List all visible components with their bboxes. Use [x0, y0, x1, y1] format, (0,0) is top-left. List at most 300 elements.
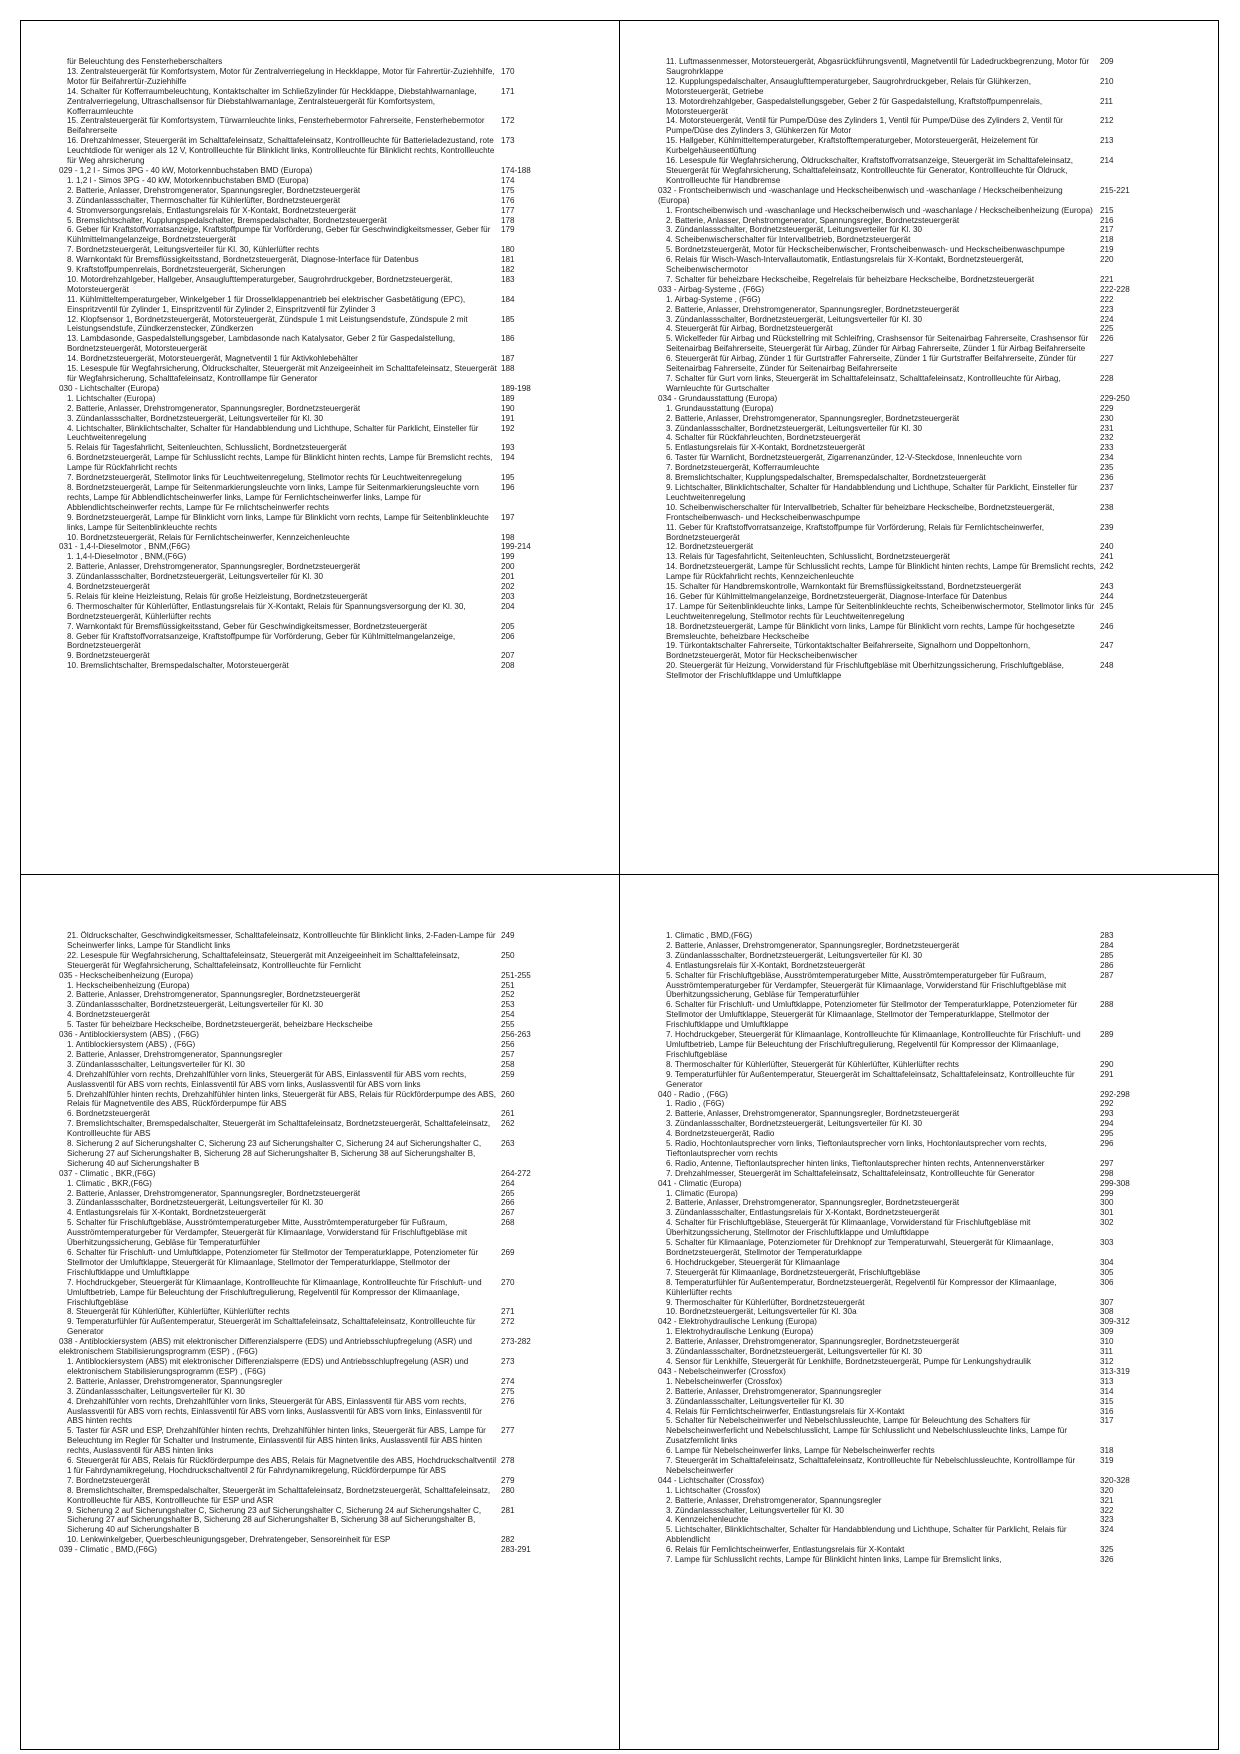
toc-item-entry: [59, 1139, 595, 1169]
toc-item-entry: [59, 414, 595, 424]
toc-entry-title: 9. Sicherung 2 auf Sicherungshalter C, Sicherung 23 auf Sicherungshalter C, Sicherung 24 auf Sicherungshalter C, Sicherung 27 auf Sicherungshalter B, Sicherung 28 auf Sicherungshalter B, Sicherung 38 auf Sicherungshalter B, Sicherung 40 auf Sicherungshalter B: [67, 1505, 482, 1535]
toc-entry-title: 2. Batterie, Anlasser, Drehstromgenerator, Spannungsregler: [666, 1495, 882, 1505]
toc-entry-title: 4. Scheibenwischerschalter für Intervallbetrieb, Bordnetzsteuergerät: [666, 235, 911, 245]
toc-item-entry: [658, 206, 1194, 216]
toc-entry-page-number: 178: [501, 215, 515, 225]
toc-entry-title: 3. Zündanlassschalter, Bordnetzsteuergerät, Leitungsverteiler für Kl. 30: [666, 1347, 923, 1357]
toc-item-entry: [658, 1377, 1194, 1387]
toc-entry-title: 4. Schalter für Rückfahrleuchten, Bordnetzsteuergerät: [666, 433, 861, 443]
toc-item-entry: [658, 443, 1194, 453]
toc-entry-title: 7. Steuergerät für Klimaanlage, Bordnetzsteuergerät, Frischluftgebläse: [666, 1267, 921, 1277]
toc-entry-page-number: 309: [1100, 1327, 1114, 1337]
toc-entry-page-number: 305: [1100, 1267, 1114, 1277]
toc-entry-page-number: 199-214: [501, 542, 531, 552]
toc-item-entry: [59, 1198, 595, 1208]
toc-item-entry: [658, 136, 1194, 156]
toc-item-entry: [658, 315, 1194, 325]
toc-item-entry: [59, 1218, 595, 1248]
toc-entry-page-number: 214: [1100, 156, 1114, 166]
toc-section-entry: [59, 384, 595, 394]
toc-item-entry: [658, 473, 1194, 483]
toc-entry-page-number: 300: [1100, 1198, 1114, 1208]
toc-item-entry: [59, 1208, 595, 1218]
toc-entry-title: 12. Bordnetzsteuergerät: [666, 542, 754, 552]
toc-item-entry: [59, 136, 595, 166]
toc-entry-title: 14. Schalter für Kofferraumbeleuchtung, Kontaktschalter im Schließzylinder für Heckklappe, Diebstahlwarnanlage, Zentralverriegelung, Ultraschallsensor für Diebstahlwarnanlage, Zentralsteuergerät für Komfortsystem, Kofferraumleuchte: [67, 86, 477, 116]
toc-item-entry: [59, 354, 595, 364]
toc-entry-title: 7. Hochdruckgeber, Steuergerät für Klimaanlage, Kontrollleuchte für Klimaanlage, Kontrollleuchte für Frischluft- und Umluftbetrieb, Lampe für Beleuchtung der Frischluftregulierung, Regelventil für Kompressor der Klimaanlage, Frischluftgebläse: [666, 1030, 1081, 1059]
toc-entry-page-number: 290: [1100, 1059, 1114, 1069]
toc-entry-title: 3. Zündanlassschalter, Bordnetzsteuergerät, Leitungsverteiler für Kl. 30: [67, 1000, 324, 1010]
toc-item-entry: [658, 116, 1194, 136]
toc-page-4: [619, 874, 1219, 1750]
toc-entry-page-number: 210: [1100, 76, 1114, 86]
toc-entry-page-number: 233: [1100, 443, 1114, 453]
toc-item-entry: [658, 1456, 1194, 1476]
toc-item-entry: [658, 77, 1194, 97]
toc-entry-title: 6. Radio, Antenne, Tieftonlautsprecher hinten links, Tieftonlautsprecher hinten rechts, Antennenverstärker: [666, 1158, 1045, 1168]
toc-item-entry: [658, 1416, 1194, 1446]
toc-entry-title: 13. Relais für Tagesfahrlicht, Seitenleuchten, Schlusslicht, Bordnetzsteuergerät: [666, 552, 950, 562]
toc-item-entry: [59, 1189, 595, 1199]
toc-entry-title: 5. Bremslichtschalter, Kupplungspedalschalter, Bremspedalschalter, Bordnetzsteuergerät: [67, 215, 387, 225]
toc-item-entry: [59, 661, 595, 671]
toc-item-entry: [59, 364, 595, 384]
toc-entry-title: 2. Batterie, Anlasser, Drehstromgenerator, Spannungsregler, Bordnetzsteuergerät: [67, 562, 361, 572]
toc-item-entry: [658, 324, 1194, 334]
toc-entry-page-number: 184: [501, 294, 515, 304]
toc-item-entry: [658, 1208, 1194, 1218]
toc-entry-page-number: 183: [501, 274, 515, 284]
toc-entry-title: 4. Bordnetzsteuergerät: [67, 582, 150, 592]
toc-entry-page-number: 216: [1100, 215, 1114, 225]
toc-item-entry: [658, 503, 1194, 523]
document-sheet: [20, 20, 1236, 1750]
toc-entry-page-number: 278: [501, 1456, 515, 1466]
toc-entry-page-number: 217: [1100, 225, 1114, 235]
toc-item-entry: [658, 1198, 1194, 1208]
toc-entry-title: 033 - Airbag-Systeme , (F6G): [658, 284, 765, 294]
toc-entry-title: 6. Schalter für Frischluft- und Umluftklappe, Potenziometer für Stellmotor der Temperaturklappe, Potenziometer für Stellmotor der Umluftklappe, Steuergerät für Klimaanlage, Stellmotor der Temperaturklappe, Stellmotor der Frischluftklappe und Umluftklappe: [666, 1000, 1078, 1030]
toc-item-entry: [658, 1357, 1194, 1367]
toc-item-entry: [658, 641, 1194, 661]
toc-item-entry: [658, 602, 1194, 622]
toc-item-entry: [658, 354, 1194, 374]
toc-entry-title: 4. Stromversorgungsrelais, Entlastungsrelais für X-Kontakt, Bordnetzsteuergerät: [67, 205, 357, 215]
toc-entry-title: 10. Bordnetzsteuergerät, Relais für Fernlichtscheinwerfer, Kennzeichenleuchte: [67, 532, 350, 542]
toc-entry-page-number: 274: [501, 1376, 515, 1386]
toc-item-entry: [59, 57, 595, 67]
toc-entry-title: 1. Nebelscheinwerfer (Crossfox): [666, 1376, 783, 1386]
toc-entry-page-number: 224: [1100, 314, 1114, 324]
toc-item-entry: [658, 941, 1194, 951]
toc-entry-title: 4. Bordnetzsteuergerät, Radio: [666, 1129, 775, 1139]
toc-entry-title: 7. Bordnetzsteuergerät, Kofferraumleuchte: [666, 463, 820, 473]
toc-item-entry: [658, 1030, 1194, 1060]
toc-entry-page-number: 277: [501, 1426, 515, 1436]
toc-page-2: [619, 20, 1219, 875]
toc-item-entry: [59, 196, 595, 206]
toc-section-entry: [658, 1090, 1194, 1100]
toc-entry-page-number: 313-319: [1100, 1366, 1130, 1376]
toc-entry-page-number: 177: [501, 205, 515, 215]
toc-entry-title: 10. Scheibenwischerschalter für Intervallbetrieb, Schalter für beheizbare Heckscheibe, Bordnetzsteuergerät, Frontscheibenwasch- und Heckscheibenwaschpumpe: [666, 502, 1055, 522]
toc-entry-page-number: 173: [501, 136, 515, 146]
toc-item-entry: [59, 216, 595, 226]
toc-item-entry: [59, 552, 595, 562]
toc-entry-title: 038 - Antiblockiersystem (ABS) mit elektronischer Differenzialsperre (EDS) und Antriebsschlupfregelung (ASR) und elektronischem Stabilisierungsprogramm (ESP) , (F6G): [59, 1337, 473, 1357]
toc-entry-page-number: 174-188: [501, 165, 531, 175]
toc-entry-page-number: 283: [1100, 931, 1114, 940]
toc-entry-title: 039 - Climatic , BMD,(F6G): [59, 1545, 157, 1555]
toc-entry-page-number: 251-255: [501, 970, 531, 980]
toc-item-entry: [59, 981, 595, 991]
toc-entry-page-number: 280: [501, 1485, 515, 1495]
toc-item-entry: [59, 67, 595, 87]
toc-entry-title: 6. Relais für Wisch-Wasch-Intervallautomatik, Entlastungsrelais für X-Kontakt, Bordnetzsteuergerät, Scheibenwischermotor: [666, 255, 1024, 275]
toc-item-entry: [59, 453, 595, 473]
toc-section-entry: [59, 1545, 595, 1555]
toc-entry-title: 3. Zündanlassschalter, Entlastungsrelais für X-Kontakt, Bordnetzsteuergerät: [666, 1208, 940, 1218]
toc-entry-page-number: 171: [501, 86, 515, 96]
toc-entry-page-number: 186: [501, 334, 515, 344]
toc-entry-page-number: 324: [1100, 1525, 1114, 1535]
toc-entry-page-number: 311: [1100, 1347, 1113, 1357]
toc-item-entry: [59, 1456, 595, 1476]
toc-entry-title: 1. Grundausstattung (Europa): [666, 403, 774, 413]
toc-entry-page-number: 318: [1100, 1446, 1114, 1456]
toc-entry-title: 2. Batterie, Anlasser, Drehstromgenerator, Spannungsregler, Bordnetzsteuergerät: [67, 990, 361, 1000]
toc-entry-page-number: 289: [1100, 1030, 1114, 1040]
toc-section-entry: [59, 1030, 595, 1040]
toc-entry-title: 5. Radio, Hochtonlautsprecher vorn links, Tieftonlautsprecher vorn links, Hochtonlautsprecher vorn rechts, Tieftonlautsprecher vorn rechts: [666, 1139, 1047, 1158]
toc-item-entry: [658, 1496, 1194, 1506]
toc-entry-page-number: 310: [1100, 1337, 1114, 1347]
toc-entry-title: 6. Bordnetzsteuergerät: [67, 1109, 150, 1119]
toc-item-entry: [59, 632, 595, 652]
toc-entry-title: 029 - 1,2 l - Simos 3PG - 40 kW, Motorkennbuchstaben BMD (Europa): [59, 165, 313, 175]
toc-entry-title: 7. Schalter für Gurt vorn links, Steuergerät im Schalttafeleinsatz, Schalttafeleinsatz, Kontrollleuchte für Airbag, Warnleuchte für Gurtschalter: [666, 374, 1061, 393]
toc-entry-page-number: 272: [501, 1317, 515, 1327]
toc-entry-page-number: 320: [1100, 1485, 1114, 1495]
toc-entry-page-number: 288: [1100, 1000, 1114, 1010]
toc-item-entry: [59, 592, 595, 602]
toc-entry-page-number: 228: [1100, 374, 1114, 383]
toc-entry-page-number: 207: [501, 651, 515, 661]
toc-entry-title: 5. Entlastungsrelais für X-Kontakt, Bordnetzsteuergerät: [666, 443, 865, 453]
toc-entry-page-number: 256-263: [501, 1030, 531, 1040]
toc-entry-title: 14. Bordnetzsteuergerät, Motorsteuergerät, Magnetventil 1 für Aktivkohlebehälter: [67, 354, 358, 364]
toc-item-entry: [658, 1060, 1194, 1070]
toc-entry-page-number: 307: [1100, 1297, 1114, 1307]
toc-entry-page-number: 196: [501, 482, 515, 492]
toc-item-entry: [59, 1307, 595, 1317]
toc-entry-page-number: 303: [1100, 1238, 1114, 1248]
toc-item-entry: [59, 443, 595, 453]
toc-entry-page-number: 281: [501, 1505, 515, 1515]
toc-entry-page-number: 299: [1100, 1188, 1114, 1198]
toc-entry-page-number: 301: [1100, 1208, 1114, 1218]
toc-entry-title: 9. Kraftstoffpumpenrelais, Bordnetzsteuergerät, Sicherungen: [67, 265, 286, 275]
toc-entry-page-number: 260: [501, 1089, 515, 1099]
toc-item-entry: [658, 1446, 1194, 1456]
toc-entry-title: 2. Batterie, Anlasser, Drehstromgenerator, Spannungsregler, Bordnetzsteuergerät: [666, 215, 960, 225]
toc-item-entry: [658, 1555, 1194, 1565]
toc-item-entry: [59, 931, 595, 951]
toc-entry-title: 13. Motordrehzahlgeber, Gaspedalstellungsgeber, Geber 2 für Gaspedalstellung, Kraftstoffpumpenrelais, Motorsteuergerät: [666, 96, 1043, 116]
toc-entry-title: 17. Lampe für Seitenblinkleuchte links, Lampe für Seitenblinkleuchte rechts, Scheibenwischermotor, Stellmotor links für Leuchtweitenregelung, Stellmotor rechts für Leuchtweitenregelung: [666, 601, 1095, 621]
toc-item-entry: [658, 404, 1194, 414]
toc-entry-title: 8. Thermoschalter für Kühlerlüfter, Steuergerät für Kühlerlüfter, Kühlerlüfter rechts: [666, 1059, 959, 1069]
toc-entry-page-number: 222-228: [1100, 284, 1130, 294]
toc-entry-title: 22. Lesespule für Wegfahrsicherung, Schalttafeleinsatz, Steuergerät mit Anzeigeeinheit im Schalttafeleinsatz, Steuergerät für Wegfahrsicherung, Schalttafeleinsatz, Kontrollleuchte für Fernlicht: [67, 950, 460, 970]
toc-entry-title: 5. Relais für Tagesfahrlicht, Seitenleuchten, Schlusslicht, Bordnetzsteuergerät: [67, 443, 347, 453]
toc-entry-page-number: 174: [501, 175, 515, 185]
toc-entry-page-number: 194: [501, 453, 515, 463]
toc-section-entry: [658, 186, 1194, 206]
toc-entry-title: 032 - Frontscheibenwisch und -waschanlage und Heckscheibenwisch und -waschanlage / Heckscheibenheizung (Europa): [658, 185, 1063, 205]
toc-entry-page-number: 185: [501, 314, 515, 324]
toc-entry-title: 030 - Lichtschalter (Europa): [59, 383, 160, 393]
toc-item-entry: [59, 1060, 595, 1070]
toc-item-entry: [658, 275, 1194, 285]
toc-entry-page-number: 266: [501, 1198, 515, 1208]
toc-entry-title: 15. Schalter für Handbremskontrolle, Warnkontakt für Bremsflüssigkeitsstand, Bordnetzsteuergerät: [666, 582, 1022, 592]
toc-entry-page-number: 213: [1100, 136, 1114, 146]
toc-entry-page-number: 188: [501, 364, 515, 374]
toc-entry-page-number: 238: [1100, 502, 1114, 512]
toc-entry-page-number: 226: [1100, 334, 1114, 344]
toc-entry-page-number: 298: [1100, 1168, 1114, 1178]
toc-item-entry: [658, 1218, 1194, 1238]
toc-entry-page-number: 287: [1100, 970, 1114, 980]
toc-item-entry: [59, 1397, 595, 1427]
toc-entry-title: 3. Zündanlassschalter, Bordnetzsteuergerät, Leitungsverteiler für Kl. 30: [666, 1119, 923, 1129]
toc-item-entry: [658, 334, 1194, 354]
toc-entry-title: 8. Bremslichtschalter, Bremspedalschalter, Steuergerät im Schalttafeleinsatz, Bordnetzsteuergerät, Schalttafeleinsatz, Kontrollleuchte für ABS, Kontrollleuchte für ESP und ASR: [67, 1485, 491, 1505]
toc-entry-title: 031 - 1,4-l-Dieselmotor , BNM,(F6G): [59, 542, 190, 552]
toc-entry-title: 042 - Elektrohydraulische Lenkung (Europa): [658, 1317, 817, 1327]
toc-entry-title: 6. Hochdruckgeber, Steuergerät für Klimaanlage: [666, 1257, 840, 1267]
toc-entry-title: 1. Radio , (F6G): [666, 1099, 725, 1109]
toc-entry-title: 10. Bordnetzsteuergerät, Leitungsverteiler für Kl. 30a: [666, 1307, 857, 1317]
toc-entry-page-number: 229: [1100, 403, 1114, 413]
toc-item-entry: [658, 295, 1194, 305]
toc-entry-title: 037 - Climatic , BKR,(F6G): [59, 1168, 156, 1178]
toc-item-entry: [658, 1506, 1194, 1516]
toc-entry-page-number: 321: [1100, 1495, 1114, 1505]
toc-entry-title: 6. Geber für Kraftstoffvorratsanzeige, Kraftstoffpumpe für Vorförderung, Geber für Geschwindigkeitsmesser, Geber für Kühlmittelmangelanzeige, Bordnetzsteuergerät: [67, 225, 491, 245]
toc-entry-page-number: 245: [1100, 601, 1114, 611]
toc-page-3: [20, 874, 620, 1750]
toc-entry-page-number: 195: [501, 473, 515, 483]
toc-item-entry: [59, 1476, 595, 1486]
toc-entry-title: 2. Batterie, Anlasser, Drehstromgenerator, Spannungsregler, Bordnetzsteuergerät: [666, 1337, 960, 1347]
toc-entry-title: 041 - Climatic (Europa): [658, 1178, 742, 1188]
toc-item-entry: [59, 255, 595, 265]
toc-entry-title: 2. Batterie, Anlasser, Drehstromgenerator, Spannungsregler: [67, 1049, 283, 1059]
toc-entry-page-number: 323: [1100, 1515, 1114, 1525]
toc-section-entry: [658, 1367, 1194, 1377]
toc-entry-page-number: 239: [1100, 522, 1114, 532]
toc-entry-title: 6. Thermoschalter für Kühlerlüfter, Entlastungsrelais für X-Kontakt, Relais für Spannungsversorgung der Kl. 30, Bordnetzsteuergerät, Kühlerlüfter rechts: [67, 601, 466, 621]
toc-entry-page-number: 241: [1100, 552, 1114, 562]
toc-entry-page-number: 189-198: [501, 383, 531, 393]
toc-entry-page-number: 267: [501, 1208, 515, 1218]
toc-item-entry: [658, 483, 1194, 503]
toc-entry-title: 13. Zentralsteuergerät für Komfortsystem, Motor für Zentralverriegelung in Heckklappe, Motor für Fahrertür-Zuziehhilfe, Motor für Beifahrertür-Zuziehhilfe: [67, 66, 495, 86]
toc-entry-title: 5. Wickelfeder für Airbag und Rückstellring mit Schleifring, Crashsensor für Seitenairbag Fahrerseite, Crashsensor für Seitenairbag Beifahrerseite, Steuergerät für Airbag, Zünder für Airbag Fahrerseite, Zünder 1 für Airbag Beifahrerseite: [666, 334, 1089, 354]
toc-entry-title: 044 - Lichtschalter (Crossfox): [658, 1475, 765, 1485]
toc-item-entry: [59, 1387, 595, 1397]
toc-item-entry: [59, 1010, 595, 1020]
toc-item-entry: [658, 1337, 1194, 1347]
toc-entry-page-number: 247: [1100, 641, 1114, 651]
toc-entry-page-number: 284: [1100, 940, 1114, 950]
toc-entry-page-number: 203: [501, 591, 515, 601]
toc-entry-title: 9. Lichtschalter, Blinklichtschalter, Schalter für Handabblendung und Lichthupe, Schalter für Parklicht, Einsteller für Leuchtweitenregelung: [666, 482, 1078, 502]
toc-item-entry: [59, 562, 595, 572]
toc-entry-title: 4. Drehzahlfühler vorn rechts, Drehzahlfühler vorn links, Steuergerät für ABS, Einlassventil für ABS vorn rechts, Auslassventil für ABS vorn rechts, Einlassventil für ABS vorn links, Auslassventil für ABS vorn links: [67, 1069, 467, 1089]
toc-item-entry: [59, 87, 595, 117]
toc-entry-page-number: 258: [501, 1059, 515, 1069]
toc-entry-page-number: 232: [1100, 433, 1114, 443]
toc-entry-title: 6. Steuergerät für Airbag, Zünder 1 für Gurtstraffer Fahrerseite, Zünder 1 für Gurtstraffer Beifahrerseite, Zünder für Seitenairbag Fahrerseite, Zünder für Seitenairbag Beifahrerseite: [666, 354, 1077, 374]
toc-item-entry: [59, 315, 595, 335]
toc-entry-page-number: 202: [501, 582, 515, 592]
toc-entry-page-number: 262: [501, 1119, 515, 1129]
toc-item-entry: [658, 562, 1194, 582]
toc-entry-title: 1. Heckscheibenheizung (Europa): [67, 980, 190, 990]
toc-entry-title: 1. Elektrohydraulische Lenkung (Europa): [666, 1327, 814, 1337]
toc-entry-page-number: 221: [1100, 274, 1114, 284]
toc-entry-title: 043 - Nebelscheinwerfer (Crossfox): [658, 1366, 786, 1376]
toc-item-entry: [658, 1159, 1194, 1169]
toc-entry-page-number: 294: [1100, 1119, 1114, 1129]
toc-entry-title: 14. Bordnetzsteuergerät, Lampe für Schlusslicht rechts, Lampe für Blinklicht hinten rechts, Lampe für Bremslicht rechts, Lampe für Rückfahrlicht rechts, Kennzeichenleuchte: [666, 562, 1096, 582]
toc-entry-page-number: 316: [1100, 1406, 1114, 1416]
toc-item-entry: [658, 1000, 1194, 1030]
toc-entry-title: 5. Bordnetzsteuergerät, Motor für Heckscheibenwischer, Frontscheibenwasch- und Heckscheibenwaschpumpe: [666, 245, 1065, 255]
toc-entry-title: 1. Climatic (Europa): [666, 1188, 738, 1198]
toc-entry-page-number: 317: [1100, 1416, 1114, 1426]
toc-entry-title: 7. Bordnetzsteuergerät, Leitungsverteiler für Kl. 30, Kühlerlüfter rechts: [67, 245, 320, 255]
toc-entry-page-number: 193: [501, 443, 515, 453]
toc-entry-page-number: 191: [501, 413, 515, 423]
toc-entry-title: 2. Batterie, Anlasser, Drehstromgenerator, Spannungsregler, Bordnetzsteuergerät: [67, 1188, 361, 1198]
toc-item-entry: [658, 1327, 1194, 1337]
toc-section-entry: [658, 285, 1194, 295]
toc-entry-page-number: 249: [501, 931, 515, 940]
toc-entry-title: 2. Batterie, Anlasser, Drehstromgenerator, Spannungsregler, Bordnetzsteuergerät: [666, 1109, 960, 1119]
toc-entry-title: 10. Bremslichtschalter, Bremspedalschalter, Motorsteuergerät: [67, 661, 289, 671]
toc-entry-title: 21. Öldruckschalter, Geschwindigkeitsmesser, Schalttafeleinsatz, Kontrollleuchte für Blinklicht links, 2-Faden-Lampe für Scheinwerfer links, Lampe für Standlicht links: [67, 931, 496, 950]
toc-item-entry: [658, 971, 1194, 1001]
toc-section-entry: [658, 1179, 1194, 1189]
toc-entry-title: 16. Geber für Kühlmittelmangelanzeige, Bordnetzsteuergerät, Diagnose-Interface für Datenbus: [666, 591, 1007, 601]
toc-entry-title: 7. Schalter für beheizbare Heckscheibe, Regelrelais für beheizbare Heckscheibe, Bordnetzsteuergerät: [666, 274, 1035, 284]
toc-item-entry: [658, 1238, 1194, 1258]
toc-item-entry: [59, 265, 595, 275]
toc-entry-title: 4. Entlastungsrelais für X-Kontakt, Bordnetzsteuergerät: [666, 960, 865, 970]
toc-entry-title: 8. Bordnetzsteuergerät, Lampe für Seitenmarkierungsleuchte vorn links, Lampe für Seitenmarkierungsleuchte vorn rechts, Lampe für Abblendlichtscheinwerfer links, Lampe für Fernlichtscheinwerfer links, Lampe für Abblendlichtscheinwerfer rechts, Lampe für Fe rnlichtscheinwerfer rechts: [67, 482, 479, 512]
toc-entry-title: 3. Zündanlassschalter, Bordnetzsteuergerät, Leitungsverteiler für Kl. 30: [67, 413, 324, 423]
toc-item-entry: [59, 582, 595, 592]
toc-entry-page-number: 227: [1100, 354, 1114, 364]
toc-entry-title: 1. Antiblockiersystem (ABS) mit elektronischer Differenzialsperre (EDS) und Antriebsschlupfregelung (ASR) und elektronischem Stabilisierungsprogramm (ESP) , (F6G): [67, 1356, 469, 1376]
toc-item-entry: [658, 225, 1194, 235]
toc-entry-page-number: 200: [501, 562, 515, 572]
toc-section-entry: [59, 166, 595, 176]
toc-item-entry: [658, 1486, 1194, 1496]
toc-item-entry: [59, 1506, 595, 1536]
toc-entry-title: 5. Schalter für Frischluftgebläse, Ausströmtemperaturgeber Mitte, Ausströmtemperaturgeber für Fußraum, Ausströmtemperaturgeber für Verdampfer, Steuergerät für Klimaanlage, Vorwiderstand für Frischluftgebläse mit Überhitzungssicherung, Gebläse für Temperaturfühler: [666, 970, 1067, 1000]
toc-entry-page-number: 269: [501, 1248, 515, 1257]
toc-entry-title: 5. Schalter für Nebelscheinwerfer und Nebelschlussleuchte, Lampe für Beleuchtung des Schalters für Nebelscheinwerferlicht und Nebelschlusslicht, Lampe für Schlusslicht und Nebelschlussleuchte links, Lampe für Zusatzfernlicht links: [666, 1416, 1068, 1446]
toc-entry-title: 1. Lichtschalter (Crossfox): [666, 1485, 761, 1495]
toc-entry-page-number: 201: [501, 572, 515, 582]
toc-entry-title: 3. Zündanlassschalter, Thermoschalter für Kühlerlüfter, Bordnetzsteuergerät: [67, 195, 341, 205]
toc-item-entry: [59, 622, 595, 632]
toc-item-entry: [59, 483, 595, 513]
toc-entry-page-number: 180: [501, 245, 515, 255]
toc-item-entry: [59, 572, 595, 582]
toc-item-entry: [658, 1397, 1194, 1407]
toc-entry-title: 5. Drehzahlfühler hinten rechts, Drehzahlfühler hinten links, Steuergerät für ABS, Relais für Rückförderpumpe des ABS, Relais für Magnetventile des ABS, Rückförderpumpe für ABS: [67, 1089, 497, 1109]
toc-page-1: [20, 20, 620, 875]
toc-entry-page-number: 208: [501, 661, 515, 671]
toc-entry-page-number: 192: [501, 423, 515, 433]
toc-item-entry: [658, 552, 1194, 562]
toc-entry-page-number: 170: [501, 66, 515, 76]
toc-item-entry: [59, 513, 595, 533]
toc-item-entry: [658, 582, 1194, 592]
toc-entry-title: 7. Drehzahlmesser, Steuergerät im Schalttafeleinsatz, Schalttafeleinsatz, Kontrollleuchte für Generator: [666, 1168, 1035, 1178]
toc-entry-title: 2. Batterie, Anlasser, Drehstromgenerator, Spannungsregler: [67, 1376, 283, 1386]
toc-item-entry: [59, 1090, 595, 1110]
toc-entry-page-number: 222: [1100, 294, 1114, 304]
toc-entry-title: 9. Bordnetzsteuergerät: [67, 651, 150, 661]
toc-entry-page-number: 293: [1100, 1109, 1114, 1119]
toc-item-entry: [658, 97, 1194, 117]
toc-entry-page-number: 273: [501, 1356, 515, 1366]
toc-entry-page-number: 254: [501, 1010, 515, 1020]
toc-entry-page-number: 240: [1100, 542, 1114, 552]
toc-item-entry: [658, 424, 1194, 434]
toc-item-entry: [658, 961, 1194, 971]
toc-entry-page-number: 326: [1100, 1555, 1114, 1565]
toc-entry-title: 1. 1,2 l - Simos 3PG - 40 kW, Motorkennbuchstaben BMD (Europa): [67, 175, 309, 185]
toc-entry-title: 2. Batterie, Anlasser, Drehstromgenerator, Spannungsregler, Bordnetzsteuergerät: [666, 940, 960, 950]
toc-item-entry: [59, 1486, 595, 1506]
toc-entry-title: 8. Temperaturfühler für Außentemperatur, Bordnetzsteuergerät, Regelventil für Kompressor der Klimaanlage, Kühlerlüfter rechts: [666, 1277, 1057, 1297]
toc-item-entry: [59, 951, 595, 971]
toc-item-entry: [658, 1109, 1194, 1119]
toc-entry-page-number: 322: [1100, 1505, 1114, 1515]
toc-entry-page-number: 271: [501, 1307, 515, 1317]
toc-item-entry: [59, 206, 595, 216]
toc-entry-title: 15. Zentralsteuergerät für Komfortsystem, Türwarnleuchte links, Fensterhebermotor Fahrerseite, Fensterhebermotor Beifahrerseite: [67, 116, 485, 136]
toc-entry-title: 8. Sicherung 2 auf Sicherungshalter C, Sicherung 23 auf Sicherungshalter C, Sicherung 24 auf Sicherungshalter C, Sicherung 27 auf Sicherungshalter B, Sicherung 28 auf Sicherungshalter B, Sicherung 38 auf Sicherungshalter B, Sicherung 40 auf Sicherungshalter B: [67, 1139, 482, 1168]
toc-entry-title: 2. Batterie, Anlasser, Drehstromgenerator, Spannungsregler, Bordnetzsteuergerät: [666, 413, 960, 423]
toc-entry-page-number: 204: [501, 601, 515, 611]
toc-entry-page-number: 205: [501, 621, 515, 631]
toc-item-entry: [658, 453, 1194, 463]
toc-entry-page-number: 259: [501, 1069, 515, 1079]
toc-entry-page-number: 219: [1100, 245, 1114, 255]
toc-entry-title: 12. Klopfsensor 1, Bordnetzsteuergerät, Motorsteuergerät, Zündspule 1 mit Leistungsendstufe, Zündspule 2 mit Leistungsendstufe, Zündkerzenstecker, Zündkerzen: [67, 314, 468, 334]
toc-entry-title: 8. Geber für Kraftstoffvorratsanzeige, Kraftstoffpumpe für Vorförderung, Geber für Kühlmittelmangelanzeige, Bordnetzsteuergerät: [67, 631, 456, 651]
